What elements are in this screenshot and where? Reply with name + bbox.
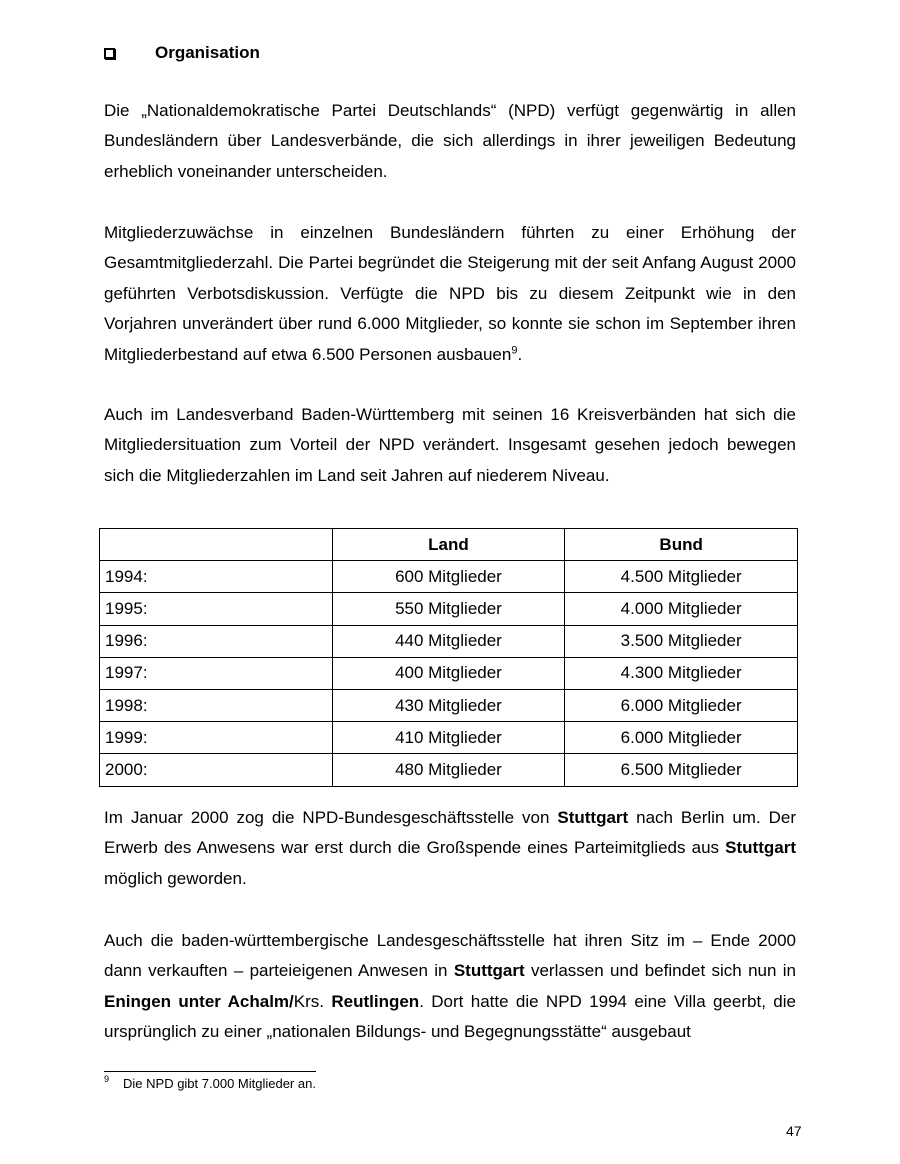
footnote-reference: 9 bbox=[511, 343, 518, 356]
paragraph-text: Mitgliederzuwächse in einzelnen Bundesländern führten zu einer Erhöhung der Gesamtmitgliederzahl. Die Partei begründet die Steigerung mit der seit Anfang August 2000 geführten Verbotsdiskussion. Verfügte die NPD bis zu diesem Zeitpunkt wie in den Vorjahren unverändert über rund 6.000 Mitglieder, so konnte sie schon im September ihren Mitgliederbestand auf etwa 6.500 Personen ausbauen bbox=[104, 223, 796, 364]
checkbox-bullet-icon bbox=[104, 48, 115, 59]
table-cell-land: 400 Mitglieder bbox=[332, 657, 565, 689]
table-cell-land: 410 Mitglieder bbox=[332, 722, 565, 754]
footnote-text: Die NPD gibt 7.000 Mitglieder an. bbox=[123, 1076, 316, 1092]
paragraph-membership-growth bbox=[104, 218, 796, 370]
table-cell-bund: 3.500 Mitglieder bbox=[565, 625, 798, 657]
paragraph-federal-office bbox=[104, 803, 796, 894]
paragraph-text: Im Januar 2000 zog die NPD-Bundesgeschäftsstelle von bbox=[104, 808, 558, 827]
page-number: 47 bbox=[786, 1123, 802, 1139]
table-cell-bund: 6.500 Mitglieder bbox=[565, 754, 798, 786]
table-cell-year: 1996: bbox=[100, 625, 333, 657]
bold-place-name: Reutlingen bbox=[331, 991, 420, 1011]
table-cell-year: 1994: bbox=[100, 561, 333, 593]
table-cell-year: 1995: bbox=[100, 593, 333, 625]
table-cell-year: 1997: bbox=[100, 657, 333, 689]
table-header-cell bbox=[100, 529, 333, 561]
table-row bbox=[100, 561, 798, 593]
table-row bbox=[100, 754, 798, 786]
table-cell-year: 1999: bbox=[100, 722, 333, 754]
table-cell-year: 2000: bbox=[100, 754, 333, 786]
table-cell-land: 550 Mitglieder bbox=[332, 593, 565, 625]
bold-place-name: Stuttgart bbox=[725, 838, 796, 858]
table-header-cell: Land bbox=[332, 529, 565, 561]
paragraph-intro: Die „Nationaldemokratische Partei Deutschlands“ (NPD) verfügt gegenwärtig in allen Bundesländern über Landesverbände, die sich allerdings in ihrer jeweiligen Bedeutung erheblich voneinander unterscheiden. bbox=[104, 101, 796, 181]
section-heading bbox=[104, 40, 260, 66]
footnote bbox=[104, 1074, 316, 1091]
table-row bbox=[100, 689, 798, 721]
table-cell-bund: 6.000 Mitglieder bbox=[565, 722, 798, 754]
paragraph-state-office bbox=[104, 926, 796, 1048]
footnote-divider bbox=[104, 1071, 316, 1072]
paragraph-text: Krs. bbox=[293, 991, 332, 1011]
table-cell-land: 430 Mitglieder bbox=[332, 689, 565, 721]
paragraph-baden-wuerttemberg: Auch im Landesverband Baden-Württemberg mit seinen 16 Kreisverbänden hat sich die Mitgliedersituation zum Vorteil der NPD verändert. Insgesamt gesehen jedoch bewegen sich die Mitgliederzahlen im Land seit Jahren auf niederem Niveau. bbox=[104, 405, 796, 485]
paragraph-text: Auch die baden-württembergische Landesgeschäftsstelle hat ihren Sitz im – Ende 2000 dann verkauften – parteieigenen Anwesen in bbox=[104, 931, 796, 981]
paragraph-end: . bbox=[517, 344, 523, 364]
paragraph-text: verlassen und befindet sich nun in bbox=[524, 961, 796, 981]
table-cell-bund: 4.000 Mitglieder bbox=[565, 593, 798, 625]
section-title: Organisation bbox=[155, 43, 260, 62]
table-row bbox=[100, 657, 798, 689]
table-cell-bund: 4.300 Mitglieder bbox=[565, 657, 798, 689]
table-header-row bbox=[100, 529, 798, 561]
table-cell-bund: 4.500 Mitglieder bbox=[565, 561, 798, 593]
paragraph-text: möglich geworden. bbox=[104, 868, 247, 888]
table-row bbox=[100, 722, 798, 754]
footnote-number: 9 bbox=[104, 1074, 110, 1084]
table-cell-bund: 6.000 Mitglieder bbox=[565, 689, 798, 721]
table-row bbox=[100, 593, 798, 625]
paragraph-text: . Dort hatte die NPD 1994 eine Villa geerbt, die ursprünglich zu einer „nationalen Bildungs- und Begegnungsstätte“ ausgebaut bbox=[104, 991, 796, 1042]
table-cell-year: 1998: bbox=[100, 689, 333, 721]
membership-table bbox=[99, 528, 798, 787]
bold-place-name: Stuttgart bbox=[453, 961, 525, 981]
table-row bbox=[100, 625, 798, 657]
bold-place-name: Stuttgart bbox=[557, 808, 629, 827]
bold-place-name: Eningen unter Achalm/ bbox=[104, 991, 294, 1011]
table-header-cell: Bund bbox=[565, 529, 798, 561]
table-cell-land: 480 Mitglieder bbox=[332, 754, 565, 786]
table-cell-land: 600 Mitglieder bbox=[332, 561, 565, 593]
table-cell-land: 440 Mitglieder bbox=[332, 625, 565, 657]
paragraph-text: nach Berlin um. Der Erwerb des Anwesens war erst durch die Großspende eines Parteimitglieds aus bbox=[104, 808, 796, 858]
